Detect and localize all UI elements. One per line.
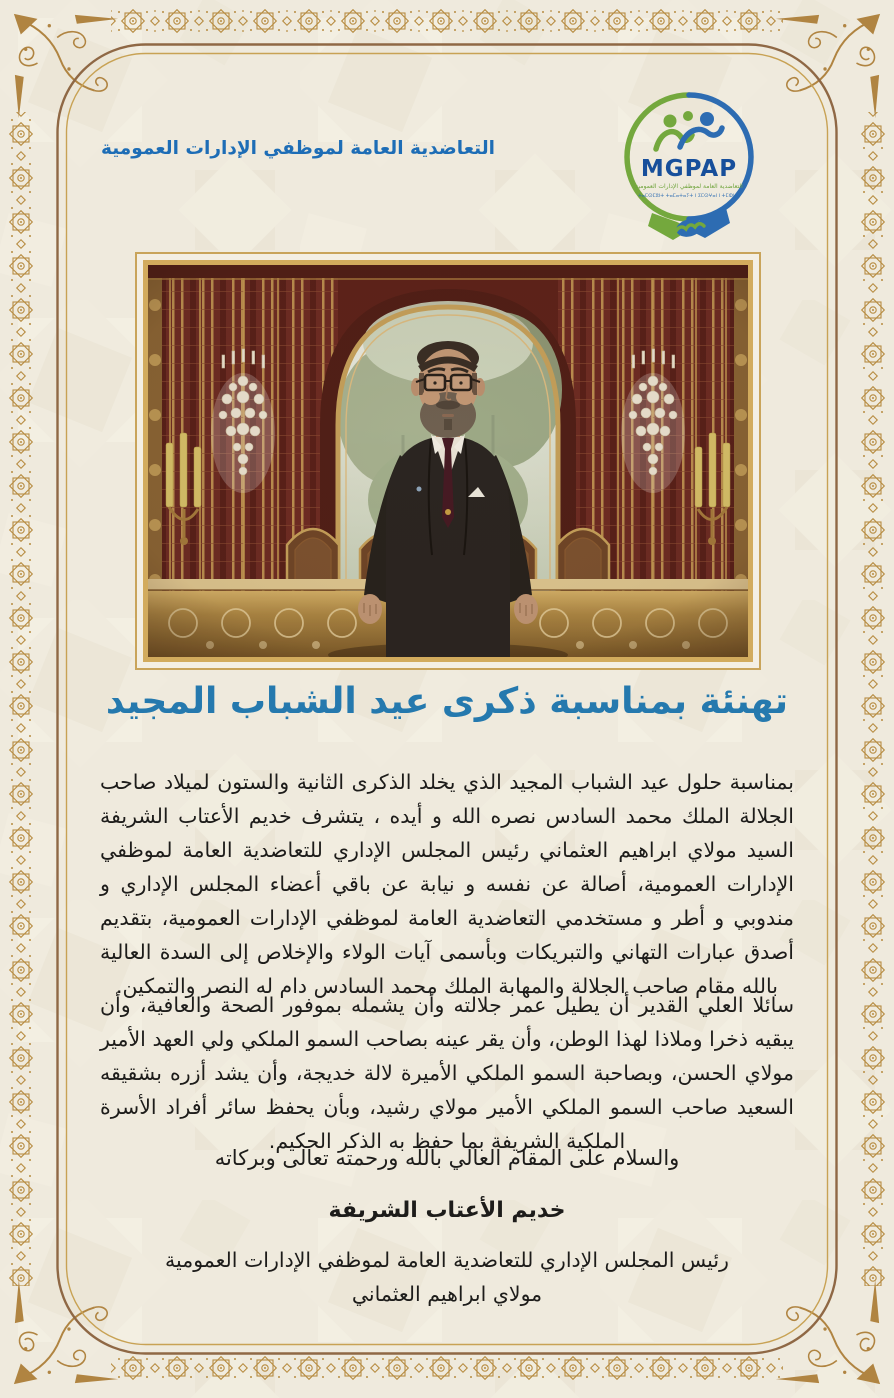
signer-role: رئيس المجلس الإداري للتعاضدية العامة لموظفي الإدارات العمومية (165, 1248, 729, 1272)
org-name: التعاضدية العامة لموظفي الإدارات العمومية (101, 138, 495, 159)
royal-portrait-frame (135, 252, 761, 670)
signer-title: خديم الأعتاب الشريفة (328, 1198, 566, 1223)
royal-portrait (148, 265, 748, 657)
logo-people-icon (656, 111, 722, 149)
salutation-line: والسلام على المقام العالي بالله ورحمته تعالى وبركاته (214, 1146, 680, 1170)
greeting-paragraph-1: بمناسبة حلول عيد الشباب المجيد الذي يخلد الذكرى الثانية والستون لميلاد صاحب الجلالة الملك محمد السادس نصره الله و أيده ، يتشرف خديم الأعتاب الشريفة السيد مولاي ابراهيم العثماني رئيس المجلس الإداري للتعاضدية العامة لموظفي الإدارات العمومية، أصالة عن نفسه و نيابة عن باقي أعضاء المجلس الإداري و مندوبي و أطر و مستخدمي التعاضدية العامة لموظفي الإدارات العمومية، بتقديم أصدق عبارات التهاني والتبريكات وبأسمى آيات الولاء والإخلاص إلى السدة العالية بالله مقام صاحب الجلالة والمهابة الملك محمد السادس دام له النصر والتمكين. (100, 770, 794, 998)
signer-name: مولاي ابراهيم العثماني (351, 1282, 543, 1306)
logo-subtitle-amazigh: ⵜⴰⵎⵙⵎⵓⵏⵜ ⵜⴰⵎⴰⵜⴰⵢⵜ ⵏ ⵉⵎⵙⵖⴰⵏ ⵏ ⵜⵎⵀⵍⴰ (637, 193, 741, 199)
logo-acronym: MGPAP (640, 156, 738, 182)
greeting-title: تهنئة بمناسبة ذكرى عيد الشباب المجيد (105, 681, 789, 722)
mgpap-logo (604, 72, 774, 242)
greeting-paragraph-2: سائلا العلي القدير أن يطيل عمر جلالته وأن يشمله بموفور الصحة والعافية، وأن يبقيه ذخرا وملاذا لهذا الوطن، وأن يقر عينه بصاحب السمو الملكي ولي العهد الأمير مولاي الحسن، وبصاحبة السمو الملكي الأميرة لالة خديجة، وأن يشد أزره بشقيقه السعيد صاحب السمو الملكي الأمير مولاي رشيد، وبأن يحفظ سائر أفراد الأسرة الملكية الشريفة بما حفظ به الذكر الحكيم. (100, 993, 794, 1153)
logo-subtitle-ar: التعاضدية العامة لموظفي الإدارات العمومية (635, 183, 743, 190)
